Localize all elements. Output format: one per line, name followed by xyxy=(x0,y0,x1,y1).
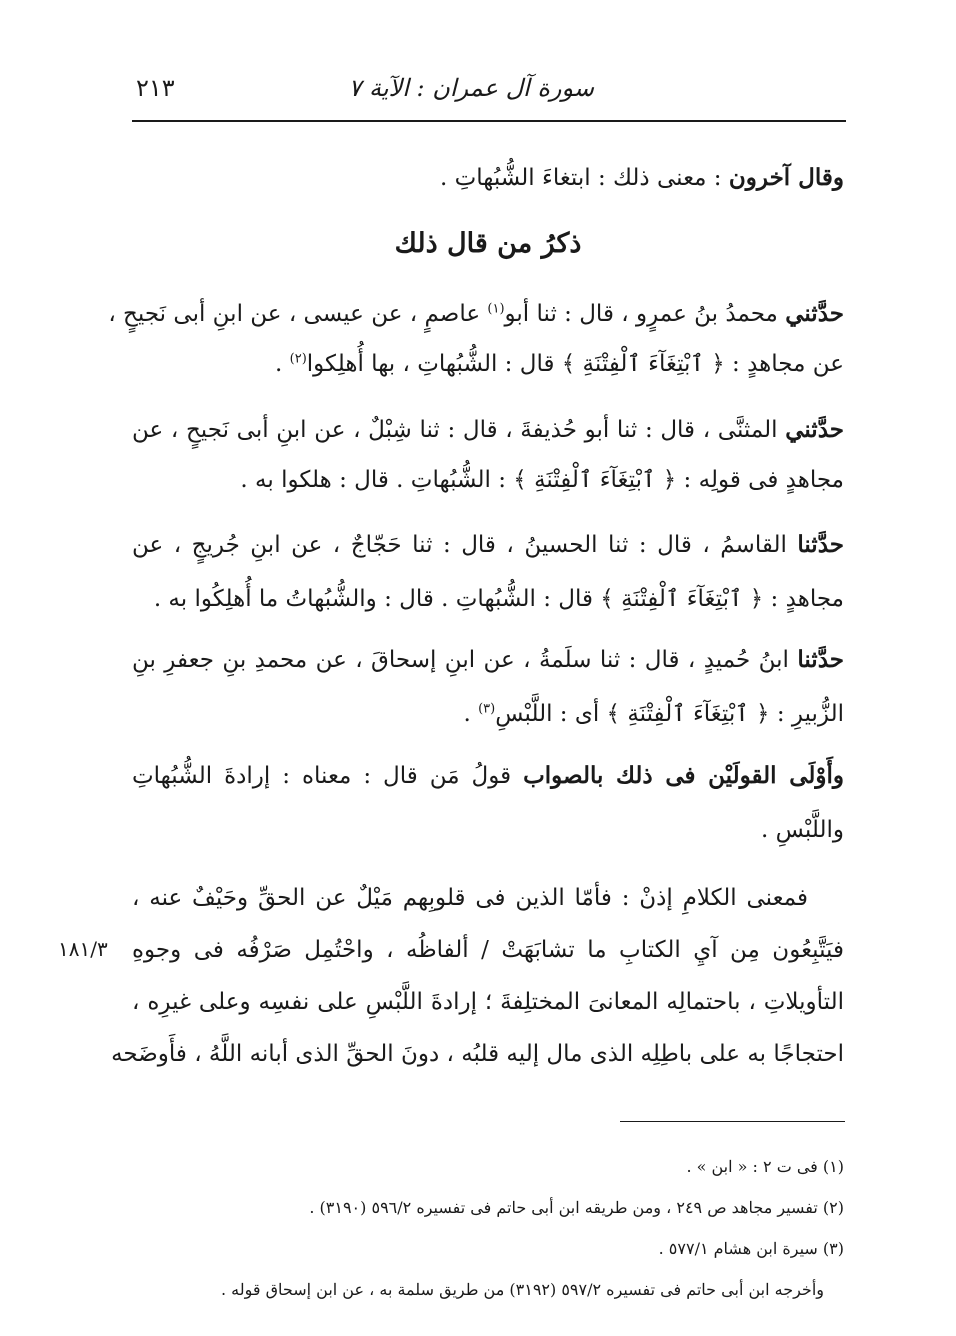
line-text: احتجاجًا به على باطِلِه الذى مال إليه قلبُه ، دونَ الحقِّ الذى أبانه اللَّهُ ، فأَوضَحه xyxy=(111,1041,844,1067)
footnote: (١) فى ت ٢ : « ابن » . xyxy=(686,1157,844,1176)
text-line xyxy=(132,408,844,452)
line-text: المثنَّى ، قال : ثنا أبو حُذيفةَ ، قال : ثنا شِبْلٌ ، عن ابنِ أبى نَجيحٍ ، عن xyxy=(132,417,786,443)
line-text: فمعنى الكلامِ إذنْ : فأمّا الذين فى قلوبِهم مَيْلٌ عن الحقِّ وحَيْفٌ عنه ، xyxy=(132,885,808,911)
footnote: (٣) سيرة ابن هشام ٥٧٧/١ . xyxy=(658,1239,844,1258)
margin-reference: ١٨١/٣ xyxy=(58,937,108,961)
line-text: . xyxy=(463,701,479,727)
line-text: فيَتَّبِعُون مِن آيِ الكتابِ ما تشابَهَتْ / ألفاظُه ، واحْتُمِل صَرْفُه فى وجوهِ xyxy=(132,937,844,963)
line-text: عاصمٍ ، عن عيسى ، عن ابنِ أبى نَجيحٍ ، xyxy=(108,301,488,327)
line-text: . xyxy=(275,351,290,377)
text-line xyxy=(108,292,844,336)
preferred-lead: وأَوْلَى القولَيْن فى ذلك بالصواب xyxy=(523,762,844,789)
text-line xyxy=(132,692,844,736)
narration-lead: حدَّثني xyxy=(785,300,844,327)
footnote: وأخرجه ابن أبى حاتم فى تفسيره ٥٩٧/٢ (٣١٩٢) من طريق سلمة به ، عن ابن إسحاق قوله . xyxy=(220,1280,824,1299)
text-line xyxy=(132,458,844,502)
text-line xyxy=(132,980,844,1024)
intro-rest: : معنى ذلك : ابتغاءَ الشُّبُهاتِ . xyxy=(439,165,729,191)
line-text: قولُ مَن قال : معناه : إرادةَ الشُّبُهاتِ xyxy=(132,763,524,789)
text-line xyxy=(111,1032,844,1076)
running-header xyxy=(132,72,846,108)
line-text: محمدُ بنُ عمرٍو ، قال : ثنا أبو xyxy=(504,301,786,327)
line-text: عن مجاهدٍ : ﴿ ٱبْتِغَآءَ ٱلْفِتْنَةِ ﴾ قال : الشُّبُهاتِ ، بها أُهلِكوا xyxy=(306,351,844,377)
text-line xyxy=(132,638,844,682)
text-line xyxy=(132,876,844,920)
text-line xyxy=(132,754,844,798)
line-text: مجاهدٍ : ﴿ ٱبْتِغَآءَ ٱلْفِتْنَةِ ﴾ قال : الشُّبُهاتِ . قال : والشُّبُهاتُ ما أُهلِكُوا به . xyxy=(153,586,844,612)
footnote-ref: (٣) xyxy=(478,701,496,717)
footnote: (٢) تفسير مجاهد ص ٢٤٩ ، ومن طريقه ابن أبى حاتم فى تفسيره ٥٩٦/٢ (٣١٩٠) . xyxy=(309,1198,844,1217)
narration-lead: حدَّثني xyxy=(785,416,844,443)
footnote-rule xyxy=(620,1121,845,1122)
text-line xyxy=(132,577,844,621)
text-line xyxy=(132,928,844,972)
section-heading: ذكرُ من قال ذلك xyxy=(394,228,582,259)
text-line xyxy=(132,808,844,852)
text-line xyxy=(132,156,844,200)
footnote-ref: (٢) xyxy=(289,351,307,367)
intro-lead: وقال آخرون xyxy=(728,164,844,191)
text-line xyxy=(132,523,844,567)
line-text: القاسمُ ، قال : ثنا الحسينُ ، قال : ثنا حَجّاجٌ ، عن ابنِ جُريجٍ ، عن xyxy=(132,532,798,558)
line-text: الزُّبيرِ : ﴿ ٱبْتِغَآءَ ٱلْفِتْنَةِ ﴾ أى : اللَّبْسِ xyxy=(495,701,844,727)
header-rule xyxy=(132,120,846,122)
narration-lead: حدَّثنا xyxy=(797,531,844,558)
footnote-ref: (١) xyxy=(487,301,505,317)
running-title: سورة آل عمران : الآية ٧ xyxy=(348,74,594,102)
line-text: واللَّبْسِ . xyxy=(760,817,844,843)
line-text: ابنُ حُميدٍ ، قال : ثنا سلَمةُ ، عن ابنِ إسحاقَ ، عن محمدِ بنِ جعفرِ بنِ xyxy=(132,647,798,673)
narration-lead: حدَّثنا xyxy=(797,646,844,673)
line-text: التأويلاتِ ، باحتمالِه المعانىَ المختلِفةَ ؛ إرادةَ اللَّبْسِ على نفسِه وعلى غيرِه ، xyxy=(132,989,844,1015)
page-number: ٢١٣ xyxy=(136,74,175,102)
text-line xyxy=(132,342,844,386)
line-text: مجاهدٍ فى قولِه : ﴿ ٱبْتِغَآءَ ٱلْفِتْنَةِ ﴾ : الشُّبُهاتِ . قال : هلكوا به . xyxy=(240,467,844,493)
